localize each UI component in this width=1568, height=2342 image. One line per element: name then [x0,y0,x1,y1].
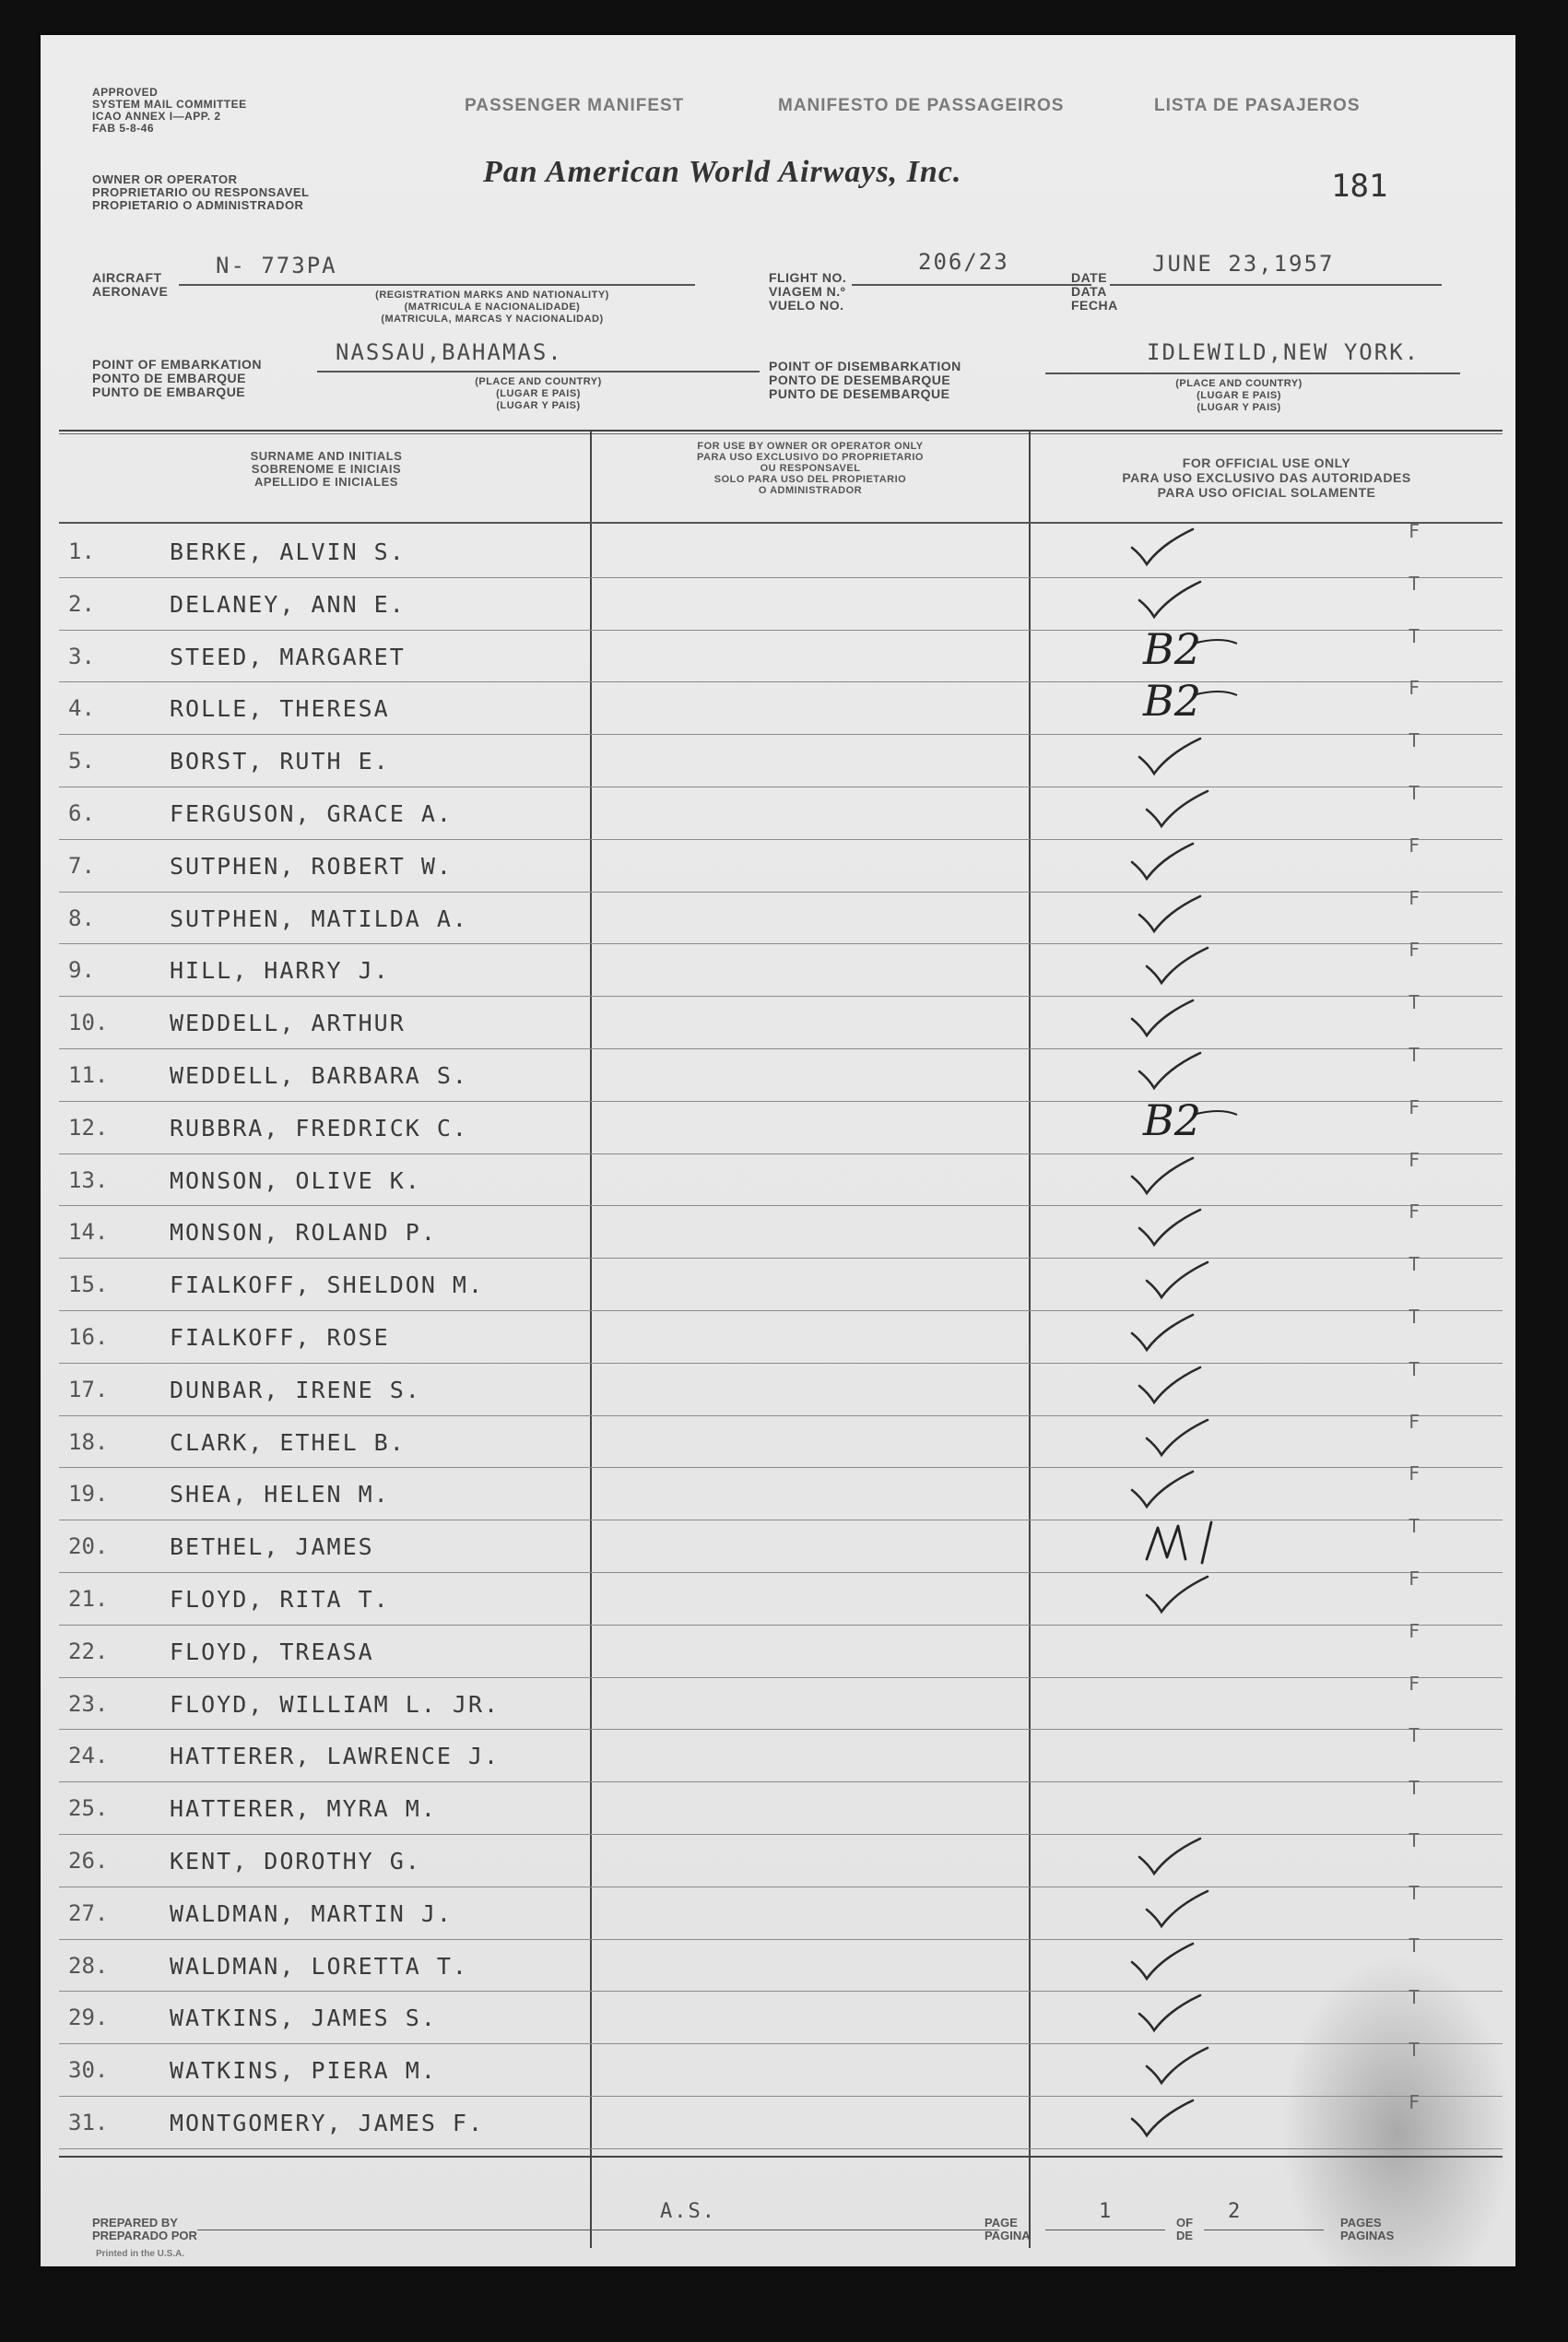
flight-label [769,271,846,313]
page-stamp: 181 [1331,168,1388,205]
table-row [41,886,1515,945]
passenger-name: HATTERER, MYRA M. [170,1795,437,1823]
checkmark-icon [1125,993,1208,1043]
handwritten-b2-mark [1138,668,1248,732]
embarkation-label-line: PONTO DE EMBARQUE [92,371,246,385]
manifest-page [41,35,1515,2266]
passenger-name: RUBBRA, FREDRICK C. [170,1114,468,1141]
embarkation-sublabel [428,376,649,412]
column-header-line: SOBRENOME E INICIAIS [251,462,402,476]
pages-label-line: PAGINAS [1340,2229,1395,2242]
passenger-name: WATKINS, JAMES S. [170,2005,437,2032]
checkmark-icon [1132,1202,1215,1252]
flight-underline [852,284,1091,286]
row-number: 26. [68,1848,109,1874]
table-row [41,1253,1515,1311]
footer-rule [59,2156,1503,2158]
handwritten-m1-mark [1138,1506,1248,1570]
passenger-name: STEED, MARGARET [170,643,406,670]
of-label-line: DE [1176,2229,1194,2242]
passenger-name: SUTPHEN, MATILDA A. [170,905,468,932]
passenger-code: F [1409,1410,1421,1433]
passenger-name: MONSON, OLIVE K. [170,1166,421,1194]
page-value: 1 [1099,2200,1114,2223]
aircraft-label-line: AERONAVE [92,284,169,299]
page-label-line: PAGE [984,2216,1018,2230]
row-number: 30. [68,2057,109,2084]
table-row [41,1148,1515,1207]
passenger-code: T [1409,729,1421,752]
row-number: 12. [68,1114,109,1141]
passenger-code: T [1409,1829,1421,1851]
passenger-list [41,520,1515,2148]
passenger-code: F [1409,677,1421,700]
passenger-name: FIALKOFF, ROSE [170,1324,390,1351]
row-number: 17. [68,1376,109,1402]
row-number: 15. [68,1272,109,1298]
approval-line: FAB 5-8-46 [92,122,155,135]
row-number: 9. [68,957,95,984]
table-row [41,729,1515,787]
row-number: 11. [68,1062,109,1088]
passenger-code: T [1409,1515,1421,1538]
passenger-code: F [1409,1462,1421,1485]
table-row [41,572,1515,631]
header-bottom-rule [59,522,1503,524]
passenger-code: F [1409,1201,1421,1224]
aircraft-sublabel [308,290,677,325]
table-row [41,1777,1515,1835]
passenger-code: F [1409,1567,1421,1590]
airline-name: Pan American World Airways, Inc. [483,155,962,189]
passenger-code: T [1409,991,1421,1014]
column-header-line: OU RESPONSAVEL [760,463,861,474]
page-label [984,2217,1031,2242]
row-number: 29. [68,2005,109,2031]
disembarkation-underline [1045,373,1460,374]
table-row [41,1462,1515,1520]
embarkation-label [92,358,262,399]
owner-label [92,173,310,212]
flight-label-line: VIAGEM N.º [769,284,846,299]
column-header-line: APELLIDO E INICIALES [254,475,398,489]
passenger-code: T [1409,1306,1421,1328]
passenger-name: WEDDELL, ARTHUR [170,1010,406,1037]
passenger-code: T [1409,1253,1421,1276]
prepared-label-line: PREPARED BY [92,2216,178,2230]
row-number: 1. [68,538,95,564]
passenger-name: KENT, DOROTHY G. [170,1848,421,1875]
embarkation-value: NASSAU,BAHAMAS. [336,339,563,365]
aircraft-label-line: AIRCRAFT [92,270,162,285]
table-row [41,1094,1515,1154]
aircraft-sublabel-line: (REGISTRATION MARKS AND NATIONALITY) [375,290,609,301]
table-row [41,939,1515,997]
passenger-code: F [1409,520,1421,542]
aircraft-value: N- 773PA [216,253,337,278]
embarkation-label-line: POINT OF EMBARKATION [92,357,262,372]
prepared-label [92,2217,197,2242]
column-header-line: FOR OFFICIAL USE ONLY [1182,455,1351,470]
passenger-name: BETHEL, JAMES [170,1533,374,1561]
column-header-official [1045,455,1488,500]
checkmark-icon [1125,1151,1208,1201]
table-row [41,1410,1515,1469]
flight-label-line: FLIGHT NO. [769,270,847,285]
owner-label-line: PROPRIETARIO OU RESPONSAVEL [92,185,310,199]
checkmark-icon [1139,1884,1222,1934]
passenger-name: HILL, HARRY J. [170,957,390,985]
table-row [41,1934,1515,1993]
passenger-name: WEDDELL, BARBARA S. [170,1062,468,1089]
passenger-code: F [1409,1148,1421,1171]
checkmark-icon [1139,1413,1222,1462]
flight-label-line: VUELO NO. [769,298,844,313]
passenger-name: DELANEY, ANN E. [170,590,406,618]
passenger-code: F [1409,1672,1421,1695]
table-row [41,1201,1515,1259]
passenger-code: T [1409,1777,1421,1800]
column-header-line: PARA USO EXCLUSIVO DAS AUTORIDADES [1122,470,1411,485]
passenger-code: F [1409,886,1421,909]
table-row [41,1044,1515,1102]
row-number: 21. [68,1586,109,1612]
checkmark-icon [1132,1831,1215,1881]
date-label-line: DATE [1071,270,1108,285]
passenger-code: T [1409,2039,1421,2062]
disembarkation-value: IDLEWILD,NEW YORK. [1147,339,1421,365]
checkmark-icon [1125,1936,1208,1986]
column-header-line: SOLO PARA USO DEL PROPIETARIO [713,474,907,485]
title-pt: MANIFESTO DE PASSAGEIROS [778,96,1065,115]
passenger-name: WALDMAN, MARTIN J. [170,1899,453,1927]
passenger-name: CLARK, ETHEL B. [170,1428,406,1456]
checkmark-icon [1139,1569,1222,1619]
checkmark-icon [1132,1360,1215,1410]
passenger-name: HATTERER, LAWRENCE J. [170,1743,501,1770]
column-header-line: FOR USE BY OWNER OR OPERATOR ONLY [697,441,924,452]
row-number: 22. [68,1638,109,1664]
embarkation-sublabel-line: (LUGAR E PAIS) [496,388,581,399]
table-row [41,623,1515,683]
column-header-names [151,450,501,489]
passenger-name: SUTPHEN, ROBERT W. [170,852,453,880]
row-number: 31. [68,2110,109,2135]
passenger-code: F [1409,1619,1421,1642]
row-number: 8. [68,905,95,931]
row-number: 28. [68,1952,109,1979]
checkmark-icon [1139,940,1222,990]
row-number: 24. [68,1743,109,1769]
svg-text:B2: B2 [1143,676,1202,727]
table-row [41,1619,1515,1678]
passenger-name: WATKINS, PIERA M. [170,2057,437,2085]
table-row [41,1306,1515,1364]
checkmark-icon [1125,836,1208,886]
row-number: 10. [68,1010,109,1036]
table-row [41,1881,1515,1940]
checkmark-icon [1125,522,1208,572]
passenger-name: FLOYD, TREASA [170,1638,374,1665]
disembarkation-label [769,360,961,401]
checkmark-icon [1125,1307,1208,1357]
date-label-line: DATA [1071,284,1107,299]
checkmark-icon [1132,889,1215,939]
row-number: 14. [68,1219,109,1246]
checkmark-icon [1139,1255,1222,1305]
passenger-code: T [1409,1357,1421,1380]
approval-line: SYSTEM MAIL COMMITTEE [92,98,247,111]
date-underline [1110,284,1442,286]
table-row [41,1986,1515,2044]
passenger-name: FLOYD, RITA T. [170,1586,390,1613]
disembarkation-label-line: POINT OF DISEMBARKATION [769,359,961,373]
table-row [41,2091,1515,2149]
row-number: 4. [68,695,95,722]
table-row [41,834,1515,893]
of-label-line: OF [1176,2216,1194,2230]
date-label-line: FECHA [1071,298,1118,313]
table-row [41,1724,1515,1782]
disembarkation-sublabel [1128,378,1350,414]
passenger-name: MONTGOMERY, JAMES F. [170,2110,485,2136]
passenger-code: T [1409,624,1421,647]
checkmark-icon [1139,2040,1222,2090]
passenger-name: BORST, RUTH E. [170,748,390,775]
row-number: 25. [68,1795,109,1822]
owner-label-line: OWNER OR OPERATOR [92,172,238,186]
prepared-value: A.S. [660,2200,716,2223]
row-number: 6. [68,800,95,826]
page-label-line: PAGINA [984,2229,1031,2242]
embarkation-sublabel-line: (PLACE AND COUNTRY) [475,376,602,387]
aircraft-sublabel-line: (MATRICULA E NACIONALIDADE) [404,302,581,313]
checkmark-icon [1132,1988,1215,2038]
passenger-code: T [1409,1986,1421,2009]
table-row [41,1515,1515,1573]
checkmark-icon [1125,2093,1208,2143]
column-header-line: O ADMINISTRADOR [758,485,863,496]
pages-label [1340,2217,1394,2242]
flight-value: 206/23 [918,249,1009,275]
of-label [1176,2217,1193,2242]
passenger-name: FIALKOFF, SHELDON M. [170,1272,485,1299]
table-top-rule-inner [59,433,1503,434]
approval-line: APPROVED [92,86,159,99]
embarkation-sublabel-line: (LUGAR Y PAIS) [496,400,581,411]
passenger-code: F [1409,939,1421,962]
approval-block [92,87,247,135]
svg-text:B2: B2 [1143,623,1202,674]
date-value: JUNE 23,1957 [1152,251,1335,277]
passenger-name: BERKE, ALVIN S. [170,538,406,565]
passenger-name: SHEA, HELEN M. [170,1481,390,1508]
title-es: LISTA DE PASAJEROS [1154,96,1361,115]
passenger-name: ROLLE, THERESA [170,695,390,723]
row-number: 3. [68,643,95,669]
passenger-code: F [1409,1095,1421,1118]
checkmark-icon [1132,731,1215,781]
passenger-code: T [1409,572,1421,595]
passenger-name: FERGUSON, GRACE A. [170,800,453,827]
aircraft-label [92,271,168,299]
table-row [41,1567,1515,1626]
embarkation-underline [317,371,760,373]
row-number: 5. [68,748,95,775]
table-row [41,991,1515,1049]
column-header-operator [621,441,999,496]
passenger-name: WALDMAN, LORETTA T. [170,1952,468,1980]
passenger-code: T [1409,1934,1421,1957]
row-number: 20. [68,1533,109,1560]
embarkation-label-line: PUNTO DE EMBARQUE [92,384,246,399]
passenger-name: MONSON, ROLAND P. [170,1219,437,1247]
passenger-code: F [1409,834,1421,857]
passenger-code: T [1409,1044,1421,1066]
row-number: 13. [68,1166,109,1193]
passenger-code: T [1409,782,1421,804]
passenger-name: FLOYD, WILLIAM L. JR. [170,1690,501,1718]
aircraft-sublabel-line: (MATRICULA, MARCAS Y NACIONALIDAD) [381,313,604,325]
column-header-line: SURNAME AND INITIALS [250,449,403,463]
checkmark-icon [1139,784,1222,834]
row-number: 18. [68,1428,109,1455]
row-rule [59,2148,1503,2149]
disembarkation-sublabel-line: (LUGAR Y PAIS) [1197,402,1281,413]
approval-line: ICAO ANNEX I—APP. 2 [92,110,221,123]
svg-text:B2: B2 [1143,1094,1202,1145]
row-number: 16. [68,1324,109,1350]
handwritten-b2-mark [1138,1087,1248,1152]
table-top-rule [59,430,1503,432]
column-header-line: PARA USO EXCLUSIVO DO PROPRIETARIO [697,452,924,463]
table-row [41,520,1515,578]
row-number: 2. [68,590,95,617]
date-label [1071,271,1118,313]
table-row [41,1829,1515,1887]
of-value: 2 [1228,2200,1243,2223]
table-row [41,1672,1515,1731]
disembarkation-label-line: PONTO DE DESEMBARQUE [769,373,951,387]
row-number: 27. [68,1899,109,1926]
disembarkation-sublabel-line: (PLACE AND COUNTRY) [1175,378,1303,389]
row-number: 19. [68,1481,109,1508]
printed-note: Printed in the U.S.A. [96,2249,185,2259]
passenger-name: DUNBAR, IRENE S. [170,1376,421,1403]
passenger-code: T [1409,1724,1421,1747]
prepared-label-line: PREPARADO POR [92,2229,197,2242]
row-number: 23. [68,1690,109,1717]
pages-label-line: PAGES [1340,2216,1382,2230]
aircraft-underline [179,284,695,286]
table-row [41,2039,1515,2097]
table-row [41,782,1515,840]
table-row [41,1357,1515,1416]
passenger-code: F [1409,2091,1421,2113]
passenger-code: T [1409,1881,1421,1904]
disembarkation-sublabel-line: (LUGAR E PAIS) [1197,390,1281,401]
table-row [41,676,1515,735]
row-number: 7. [68,852,95,879]
title-en: PASSENGER MANIFEST [465,96,685,115]
owner-label-line: PROPIETARIO O ADMINISTRADOR [92,198,304,212]
column-header-line: PARA USO OFICIAL SOLAMENTE [1157,485,1376,500]
disembarkation-label-line: PUNTO DE DESEMBARQUE [769,386,950,401]
